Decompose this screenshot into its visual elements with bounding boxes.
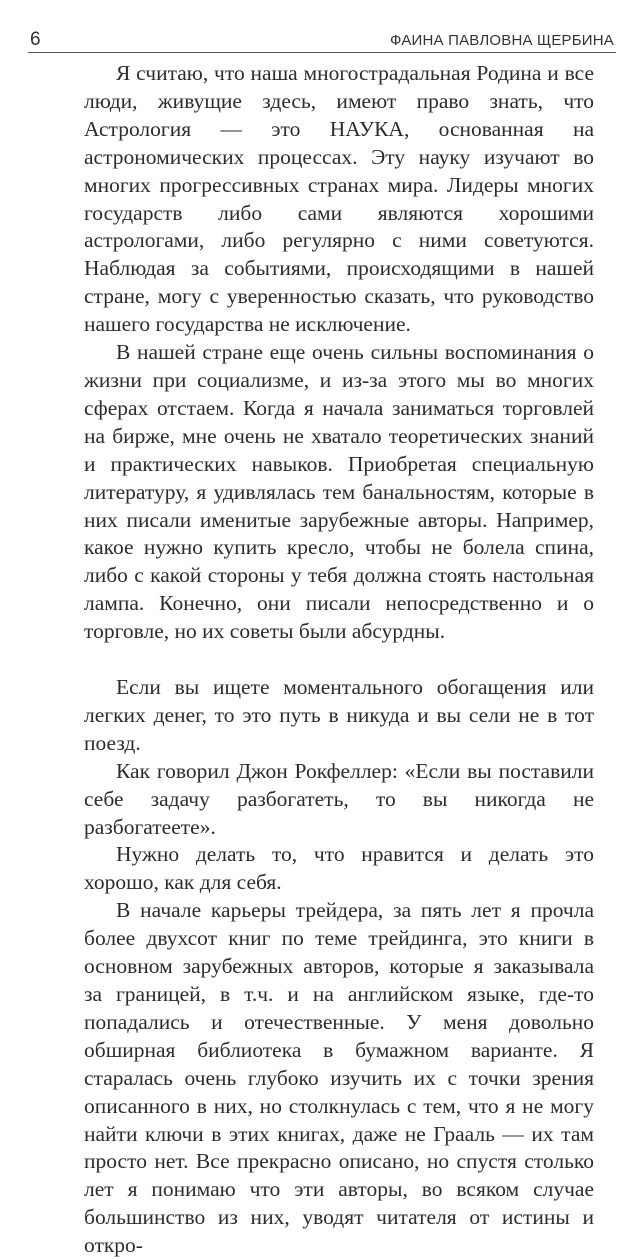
page-number: 6: [30, 29, 41, 50]
body-text: [84, 60, 594, 1260]
paragraph-do-what-you-like: Нужно делать то, что нравится и делать это хорошо, как для себя.: [84, 842, 594, 895]
paragraph-socialism: В нашей стране еще очень сильны воспоминания о жизни при социализме, и из-за этого мы во многих сферах отстаем. Когда я начала заниматься торговлей на бирже, мне очень не хватало теоретических знаний и практических навыков. Приобретая специальную литературу, я удивлялась тем банальностям, которые в них писали именитые зарубежные авторы. Например, какое нужно купить кресло, чтобы не болела спина, либо с какой стороны у тебя должна стоять настольная лампа. Конечно, они писали непосредственно и о торговле, но их советы были абсурдны.: [84, 340, 594, 644]
running-head-author: ФАИНА ПАВЛОВНА ЩЕРБИНА: [390, 32, 614, 49]
paragraph-easy-money: Если вы ищете моментального обогащения или легких денег, то это путь в никуда и вы сели не в тот поезд.: [84, 675, 594, 755]
paragraph-astrology: Я считаю, что наша многострадальная Родина и все люди, живущие здесь, имеют право знать, что Астрология — это НАУКА, основанная на астрономических процессах. Эту науку изучают во многих прогрессивных странах мира. Лидеры многих государств либо сами являются хорошими астрологами, либо регулярно с ними советуются. Наблюдая за событиями, происходящими в нашей стране, могу с уверенностью сказать, что руководство нашего государства не исключение.: [84, 61, 594, 337]
page-header: [28, 26, 616, 53]
paragraph-rockefeller-quote: Как говорил Джон Рокфеллер: «Если вы поставили себе задачу разбогатеть, то вы никогда не разбогатеете».: [84, 758, 594, 839]
paragraph-trader-career: В начале карьеры трейдера, за пять лет я прочла более двухсот книг по теме трейдинга, это книги в основном зарубежных авторов, которые я заказывала за границей, в т.ч. и на английском языке, где-то попадались и отечественные. У меня довольно обширная библиотека в бумажном варианте. Я старалась очень глубоко изучить их с точки зрения описанного в них, но столкнулась с тем, что я не могу найти ключи в этих книгах, даже не Грааль — их там просто нет. Все прекрасно описано, но спустя столько лет я понимаю что эти авторы, во всяком случае большинство из них, уводят читателя от истины и откро-: [84, 898, 594, 1258]
